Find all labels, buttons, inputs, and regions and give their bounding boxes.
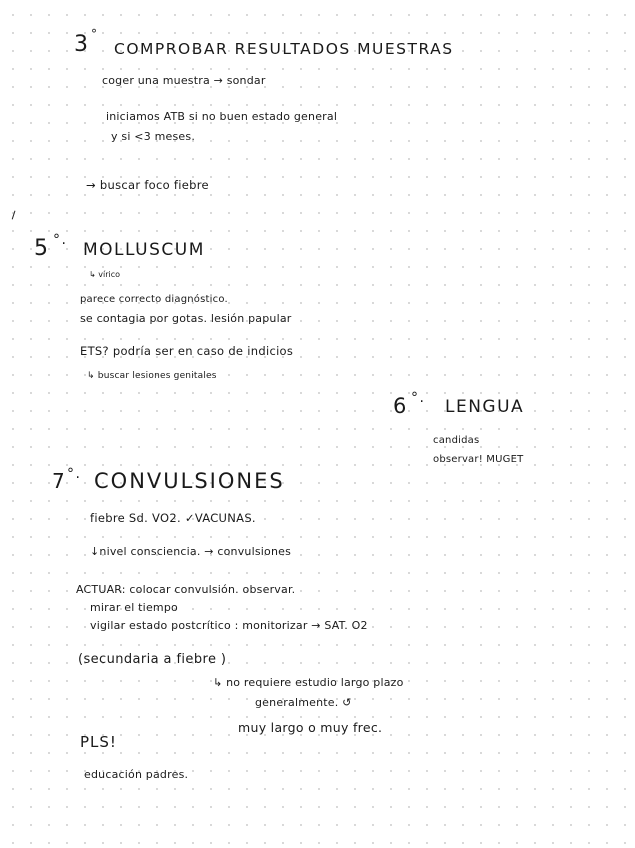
- section-7-line-4: mirar el tiempo: [90, 601, 178, 614]
- section-3-degree: °: [91, 27, 99, 41]
- section-5-number: 5: [34, 236, 50, 261]
- section-3-line-1: coger una muestra → sondar: [102, 74, 266, 87]
- section-5-degree: °.: [53, 232, 68, 248]
- section-5-line-5: ↳ buscar lesiones genitales: [87, 371, 217, 381]
- section-6-degree: °.: [411, 390, 426, 406]
- stray-pen-mark: [12, 211, 19, 221]
- section-5-line-4: ETS? podría ser en caso de indicios: [80, 344, 294, 358]
- section-7-line-7: ↳ no requiere estudio largo plazo: [213, 676, 404, 689]
- section-7-line-1: fiebre Sd. VO2. ✓VACUNAS.: [90, 511, 256, 525]
- section-7-line-2: ↓nivel consciencia. → convulsiones: [90, 545, 292, 558]
- section-3-line-2: iniciamos ATB si no buen estado general: [106, 110, 338, 123]
- section-6-title: LENGUA: [445, 397, 525, 417]
- section-6-line-1: candidas: [433, 435, 480, 446]
- section-3-line-3: y si <3 meses.: [111, 130, 196, 143]
- section-7-number: 7: [52, 469, 67, 493]
- section-5-line-1: ↳ vírico: [89, 270, 121, 279]
- section-3-title: COMPROBAR RESULTADOS MUESTRAS: [114, 40, 454, 58]
- section-3-line-4: → buscar foco fiebre: [86, 178, 209, 192]
- section-7-title: CONVULSIONES: [94, 469, 285, 493]
- section-7-line-10: PLS!: [80, 733, 117, 751]
- section-7-line-6: (secundaria a fiebre ): [78, 652, 227, 667]
- section-5-line-2: parece correcto diagnóstico.: [80, 294, 228, 305]
- section-7-line-5: vigilar estado postcrítico : monitorizar → SAT. O2: [90, 619, 368, 632]
- section-6-number: 6: [393, 394, 408, 418]
- section-7-degree: °.: [67, 466, 82, 482]
- section-7-line-8: generalmente. ↺: [255, 696, 352, 709]
- section-5-title: MOLLUSCUM: [83, 240, 205, 260]
- section-5-line-3: se contagia por gotas. lesión papular: [80, 312, 292, 325]
- section-7-line-9: muy largo o muy frec.: [238, 720, 383, 735]
- section-7-line-11: educación padres.: [84, 768, 189, 781]
- section-6-line-2: observar! MUGET: [433, 454, 524, 465]
- section-7-line-3: ACTUAR: colocar convulsión. observar.: [76, 583, 296, 596]
- section-3-number: 3: [74, 32, 90, 57]
